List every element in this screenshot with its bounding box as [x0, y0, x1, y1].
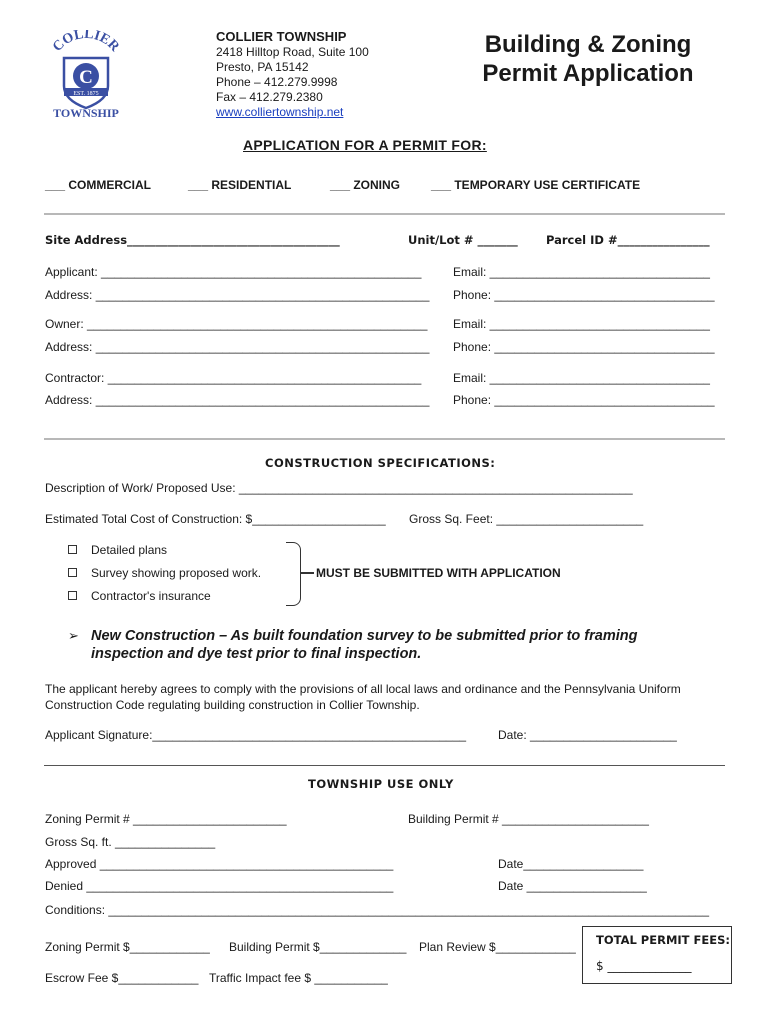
contractor-email-field[interactable]: Email: _________________________________	[453, 371, 710, 385]
form-title-line-1: Building & Zoning	[484, 31, 692, 58]
building-fee-field[interactable]: Building Permit $_____________	[229, 940, 407, 954]
denied-date-field[interactable]: Date __________________	[498, 879, 647, 893]
option-residential[interactable]: ___ RESIDENTIAL	[188, 178, 292, 192]
svg-text:EST. 1875: EST. 1875	[73, 91, 99, 97]
address-line-1: 2418 Hilltop Road, Suite 100	[216, 45, 369, 59]
description-field[interactable]: Description of Work/ Proposed Use: ___________________________________________________________	[45, 481, 633, 495]
checkbox-icon[interactable]	[68, 591, 77, 600]
checklist-item[interactable]	[68, 543, 167, 557]
must-submit-note: MUST BE SUBMITTED WITH APPLICATION	[316, 566, 561, 580]
plan-review-fee-field[interactable]: Plan Review $____________	[419, 940, 576, 954]
svg-text:COLLIER: COLLIER	[50, 30, 122, 55]
total-fees-field[interactable]: $ ______________	[596, 959, 692, 973]
checklist-item[interactable]	[68, 566, 261, 580]
escrow-fee-field[interactable]: Escrow Fee $____________	[45, 971, 199, 985]
zoning-permit-number-field[interactable]: Zoning Permit # _______________________	[45, 812, 287, 826]
option-commercial[interactable]: ___ COMMERCIAL	[45, 178, 152, 192]
cost-field[interactable]: Estimated Total Cost of Construction: $____________________	[45, 512, 386, 526]
website-link[interactable]: www.colliertownship.net	[216, 105, 344, 119]
applicant-field[interactable]: Applicant: ________________________________________________	[45, 265, 422, 279]
notice-line-2: inspection and dye test prior to final inspection.	[91, 646, 422, 662]
option-zoning[interactable]: ___ ZONING	[330, 178, 401, 192]
fax-line: Fax – 412.279.2380	[216, 90, 323, 104]
checklist-label: Survey showing proposed work.	[91, 566, 262, 580]
form-title-line-2: Permit Application	[482, 60, 694, 87]
phone-line: Phone – 412.279.9998	[216, 75, 338, 89]
applicant-email-field[interactable]: Email: _________________________________	[453, 265, 710, 279]
notice-line-1: New Construction – As built foundation survey to be submitted prior to framing	[91, 628, 638, 644]
denied-field[interactable]: Denied ______________________________________________	[45, 879, 394, 893]
permit-for-heading: APPLICATION FOR A PERMIT FOR:	[243, 137, 487, 153]
divider	[44, 765, 725, 766]
checkbox-icon[interactable]	[68, 545, 77, 554]
checklist-item[interactable]	[68, 589, 211, 603]
total-fees-label: TOTAL PERMIT FEES:	[596, 933, 730, 947]
township-logo	[40, 30, 130, 122]
checkbox-icon[interactable]	[68, 568, 77, 577]
divider	[44, 438, 725, 440]
owner-phone-field[interactable]: Phone: _________________________________	[453, 340, 715, 354]
owner-field[interactable]: Owner: ___________________________________________________	[45, 317, 428, 331]
construction-heading: CONSTRUCTION SPECIFICATIONS:	[265, 456, 496, 470]
agreement-line-2: Construction Code regulating building construction in Collier Township.	[45, 698, 420, 712]
owner-email-field[interactable]: Email: _________________________________	[453, 317, 710, 331]
site-address-field[interactable]: Site Address_____________________________________	[45, 233, 340, 247]
unit-lot-field[interactable]: Unit/Lot # _______	[408, 233, 518, 247]
checklist-label: Detailed plans	[91, 543, 168, 557]
approved-date-field[interactable]: Date__________________	[498, 857, 644, 871]
org-name: COLLIER TOWNSHIP	[216, 29, 347, 44]
svg-text:C: C	[79, 67, 93, 88]
address-line-2: Presto, PA 15142	[216, 60, 309, 74]
traffic-impact-fee-field[interactable]: Traffic Impact fee $ ___________	[209, 971, 388, 985]
agreement-line-1: The applicant hereby agrees to comply with the provisions of all local laws and ordinance and the Pennsylvania Uniform	[45, 682, 681, 696]
option-temporary-use[interactable]: ___ TEMPORARY USE CERTIFICATE	[431, 178, 641, 192]
conditions-field[interactable]: Conditions: __________________________________________________________________________________________	[45, 903, 710, 917]
township-seal-icon	[40, 30, 130, 122]
svg-text:TOWNSHIP: TOWNSHIP	[53, 106, 119, 120]
gross-sq-ft-field[interactable]: Gross Sq. ft. _______________	[45, 835, 216, 849]
brace-pointer	[300, 572, 314, 574]
gross-sq-feet-field[interactable]: Gross Sq. Feet: ______________________	[409, 512, 644, 526]
owner-address-field[interactable]: Address: __________________________________________________	[45, 340, 430, 354]
applicant-address-field[interactable]: Address: __________________________________________________	[45, 288, 430, 302]
arrow-bullet-icon: ➢	[68, 628, 79, 643]
applicant-phone-field[interactable]: Phone: _________________________________	[453, 288, 715, 302]
signature-field[interactable]: Applicant Signature:_______________________________________________	[45, 728, 467, 742]
building-permit-number-field[interactable]: Building Permit # ______________________	[408, 812, 649, 826]
signature-date-field[interactable]: Date: ______________________	[498, 728, 677, 742]
right-brace-icon	[286, 542, 301, 606]
contractor-phone-field[interactable]: Phone: _________________________________	[453, 393, 715, 407]
contractor-field[interactable]: Contractor: _______________________________________________	[45, 371, 422, 385]
contractor-address-field[interactable]: Address: __________________________________________________	[45, 393, 430, 407]
approved-field[interactable]: Approved ____________________________________________	[45, 857, 394, 871]
checklist-label: Contractor's insurance	[91, 589, 211, 603]
divider	[44, 213, 725, 215]
parcel-id-field[interactable]: Parcel ID #________________	[546, 233, 710, 247]
form-title	[468, 30, 708, 88]
zoning-fee-field[interactable]: Zoning Permit $____________	[45, 940, 210, 954]
township-use-heading: TOWNSHIP USE ONLY	[308, 777, 454, 791]
